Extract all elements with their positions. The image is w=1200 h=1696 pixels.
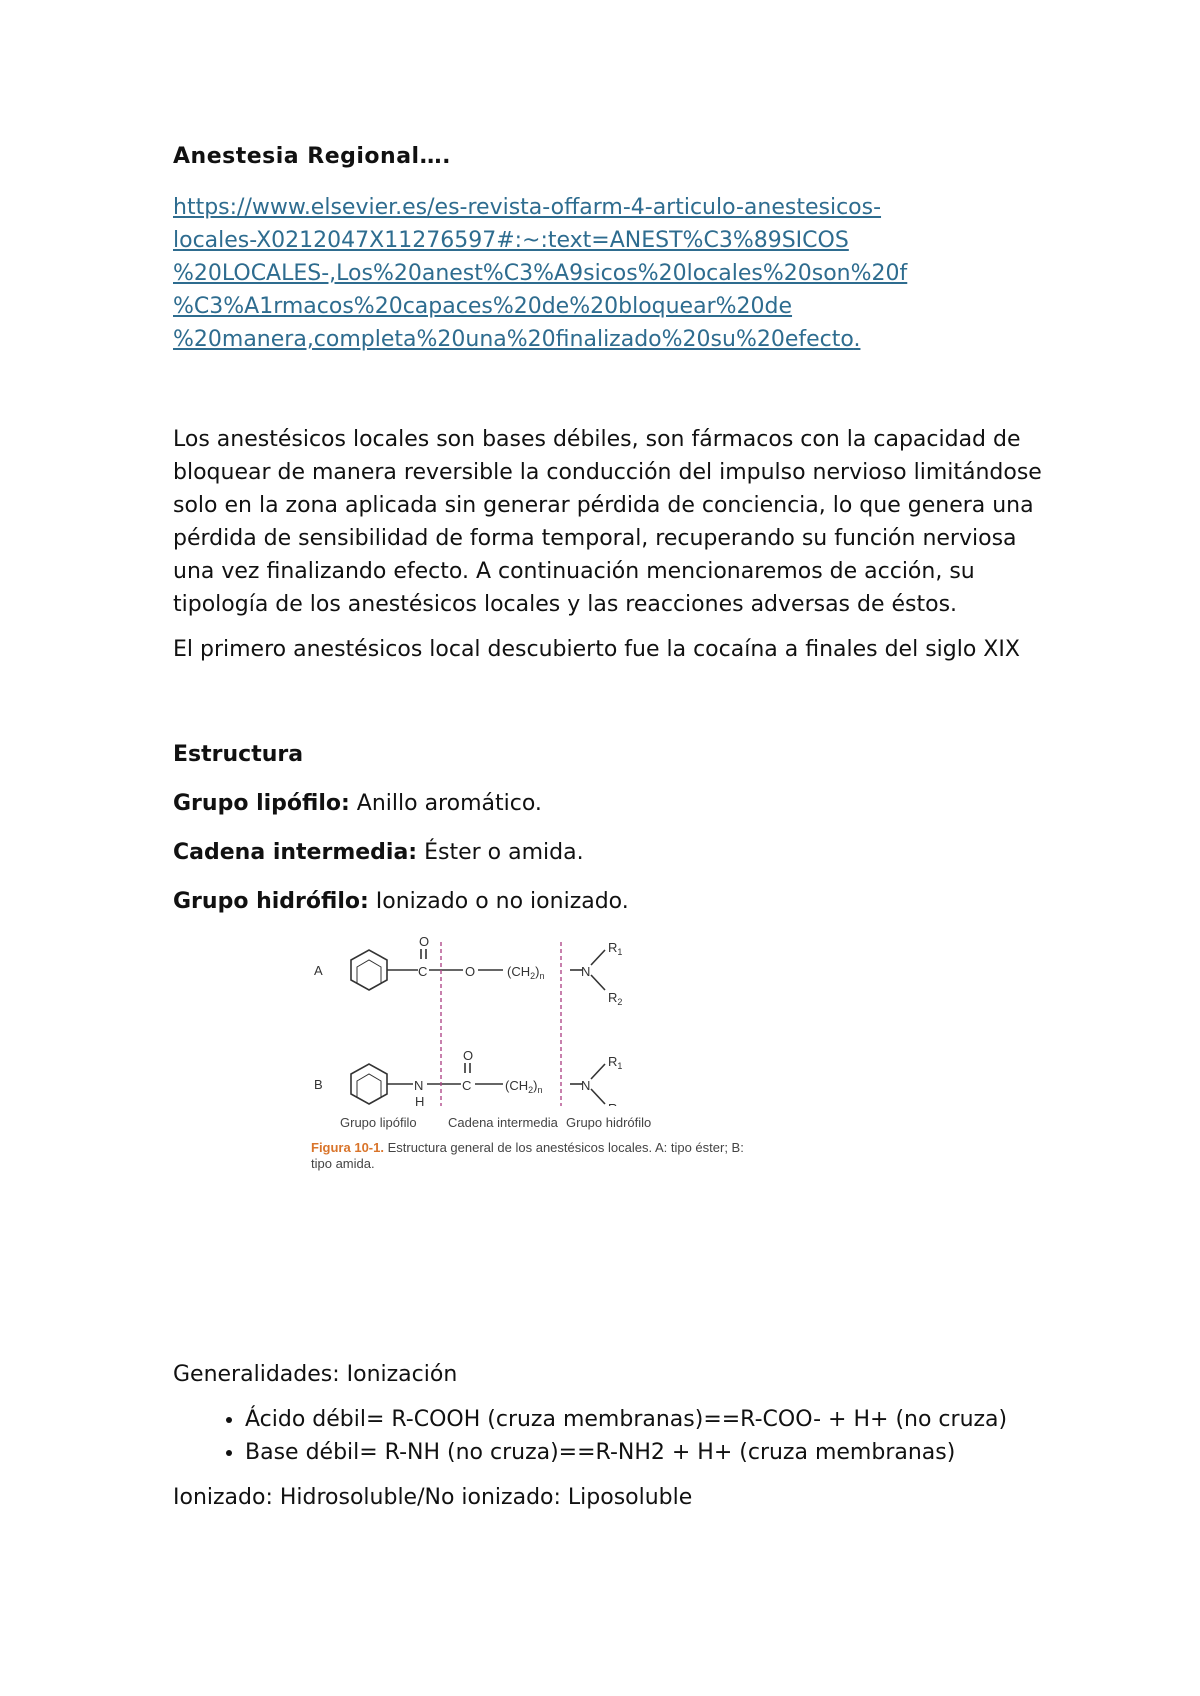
figure-caption-label: Figura 10-1.	[311, 1140, 384, 1155]
atom-n: N	[414, 1078, 424, 1093]
atom-c: C	[418, 964, 428, 979]
atom-o: O	[463, 1048, 474, 1063]
estructura-heading: Estructura	[173, 742, 304, 767]
chemical-structure-figure	[165, 896, 735, 1106]
list-item: • Ácido débil= R-COOH (cruza membranas)==R-COO- + H+ (no cruza)	[245, 1403, 1073, 1436]
atom-o: O	[465, 964, 476, 979]
figure-caption-text: Estructura general de los anestésicos locales. A: tipo éster; B: tipo amida.	[311, 1140, 744, 1171]
def-term: Cadena intermedia:	[173, 840, 418, 865]
def-desc: Anillo aromático.	[349, 791, 542, 816]
label-grupo-hidrofilo: Grupo hidrófilo	[566, 1115, 652, 1130]
r1-label: $R_1$	[608, 1054, 623, 1071]
group-ch2: $(CH_2)_n$	[505, 1078, 543, 1095]
generalidades-heading: Generalidades: Ionización	[173, 1362, 458, 1387]
label-grupo-lipofilo: Grupo lipófilo	[340, 1115, 417, 1130]
atom-n: N	[581, 964, 591, 979]
structure-diagram	[165, 896, 735, 1106]
def-desc: Ionizado o no ionizado.	[368, 889, 629, 914]
document-title: Anestesia Regional….	[173, 144, 451, 169]
link-line: %20LOCALES-,Los%20anest%C3%A9sicos%20locales%20son%20f	[173, 261, 908, 286]
link-line: https://www.elsevier.es/es-revista-offarm-4-articulo-anestesicos-	[173, 195, 882, 220]
row-label-b: B	[314, 1077, 323, 1092]
link-line: locales-X0212047X11276597#:~:text=ANEST%C3%89SICOS	[173, 228, 849, 253]
def-desc: Éster o amida.	[417, 840, 584, 865]
def-term: Grupo lipófilo:	[173, 791, 350, 816]
def-cadena-intermedia	[173, 836, 1053, 869]
list-item: • Base débil= R-NH (no cruza)==R-NH2 + H+ (cruza membranas)	[245, 1436, 1073, 1469]
intro-paragraph: Los anestésicos locales son bases débiles, son fármacos con la capacidad de bloquear de manera reversible la conducción del impulso nervioso limitándose solo en la zona aplicada sin generar pérdida de conciencia, lo que genera una pérdida de sensibilidad de forma temporal, recuperando su función nerviosa una vez finalizando efecto. A continuación mencionaremos de acción, su tipología de los anestésicos locales y las reacciones adversas de éstos.	[173, 427, 1042, 617]
atom-h: H	[415, 1094, 425, 1106]
def-term: Grupo hidrófilo:	[173, 889, 369, 914]
def-grupo-lipofilo	[173, 787, 1053, 820]
document-page	[173, 140, 1053, 918]
atom-o: O	[419, 934, 430, 949]
atom-c: C	[462, 1078, 472, 1093]
link-line: %C3%A1rmacos%20capaces%20de%20bloquear%20de	[173, 294, 793, 319]
r2-label	[608, 1101, 622, 1106]
group-ch2: $(CH_2)_n$	[507, 964, 545, 981]
benzene-ring-b	[351, 1064, 387, 1104]
history-paragraph: El primero anestésicos local descubierto fue la cocaína a finales del siglo XIX	[173, 637, 1020, 662]
benzene-ring-a	[351, 950, 387, 990]
ionization-list	[173, 1403, 1073, 1469]
generalidades-section	[173, 1358, 1073, 1514]
link-line: %20manera,completa%20una%20finalizado%20su%20efecto	[173, 327, 854, 352]
r2-label: $R_2$	[608, 990, 623, 1007]
link-trailing-period: .	[853, 327, 861, 352]
label-cadena-intermedia: Cadena intermedia	[448, 1115, 558, 1130]
source-link[interactable]	[173, 191, 1053, 356]
atom-n: N	[581, 1078, 591, 1093]
row-label-a: A	[314, 963, 323, 978]
r1-label: $R_1$	[608, 940, 623, 957]
solubility-line: Ionizado: Hidrosoluble/No ionizado: Liposoluble	[173, 1485, 693, 1510]
figure-caption	[311, 1140, 751, 1172]
